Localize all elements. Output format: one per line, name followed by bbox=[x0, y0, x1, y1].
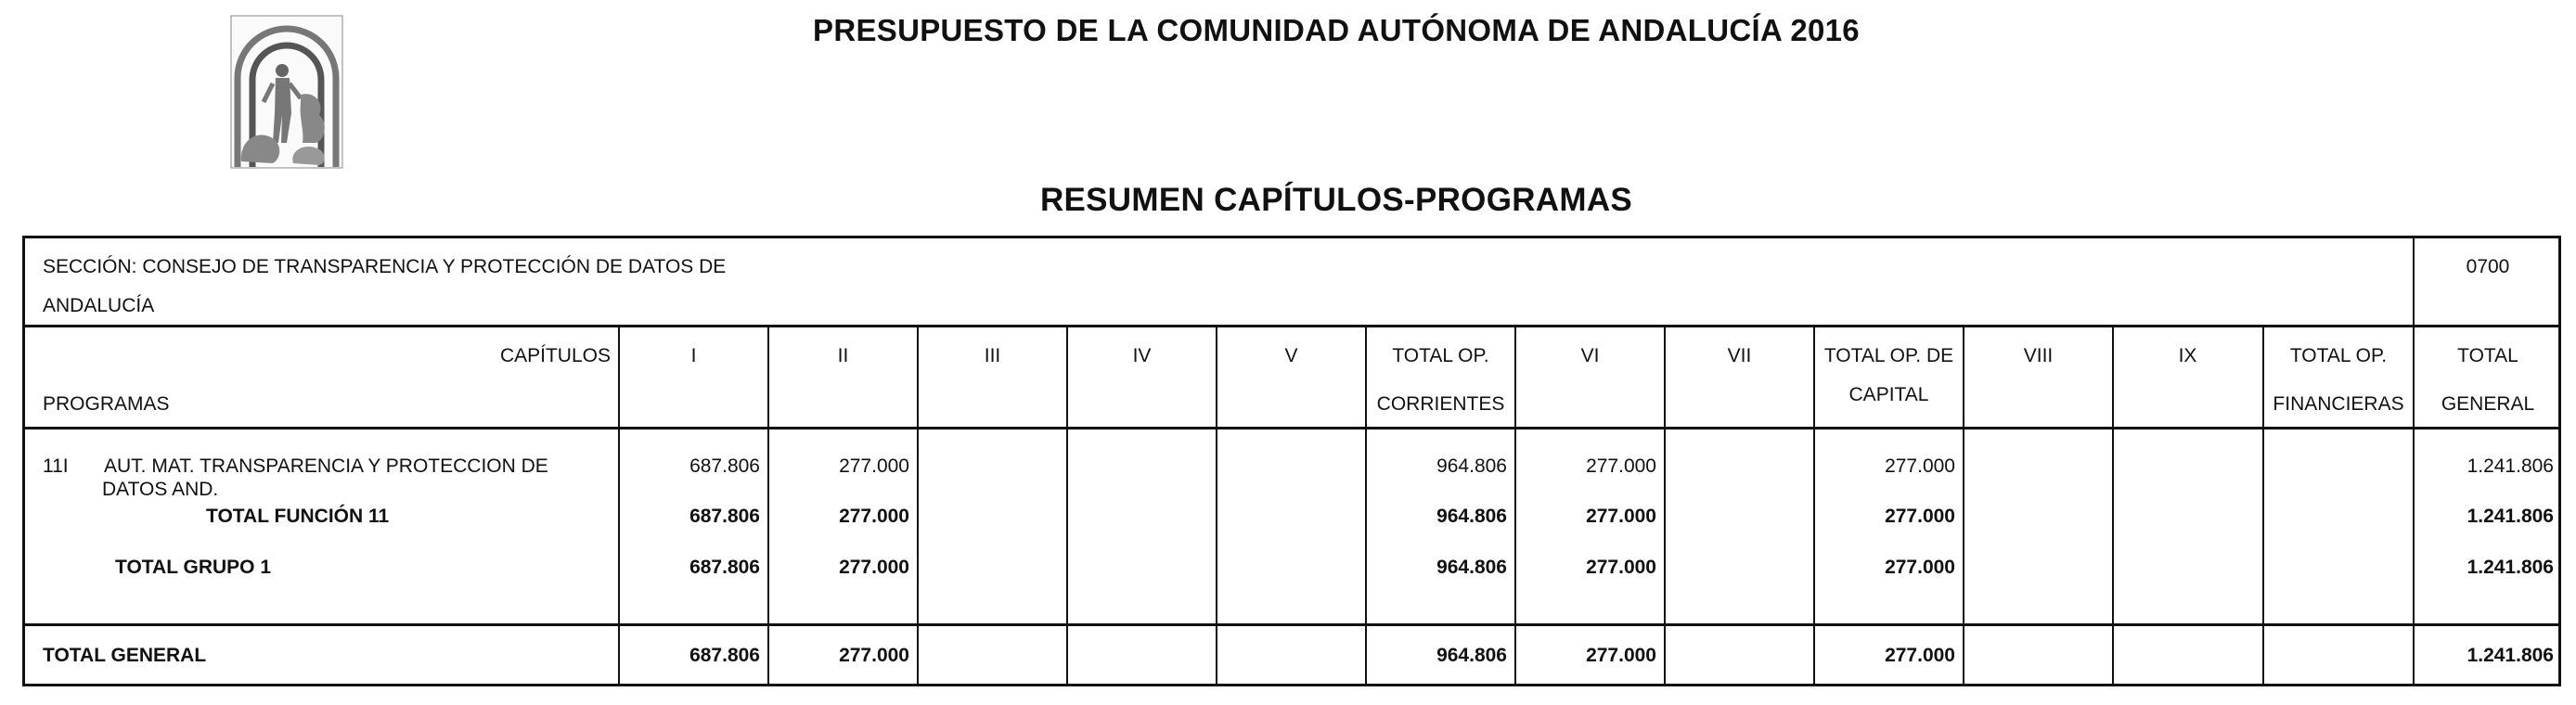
column-header-total-general-line2: GENERAL bbox=[2441, 393, 2535, 415]
column-header-total-op-financieras: TOTAL OP. bbox=[2289, 345, 2388, 366]
column-header-viii: VIII bbox=[2023, 345, 2054, 366]
column-header-total-op-corrientes-line2: CORRIENTES bbox=[1376, 393, 1505, 415]
total-funcion-value-total-general: 1.241.806 bbox=[2467, 506, 2554, 527]
andalucia-coat-of-arms-logo bbox=[228, 13, 345, 171]
total-grupo-value-vi: 277.000 bbox=[1586, 557, 1656, 578]
total-funcion-value-total-op-capital: 277.000 bbox=[1885, 506, 1955, 527]
report-subtitle: RESUMEN CAPÍTULOS-PROGRAMAS bbox=[1039, 182, 1633, 218]
column-header-iii: III bbox=[984, 345, 1001, 366]
total-general-value-vi: 277.000 bbox=[1586, 645, 1656, 666]
total-general-value-total-op-corrientes: 964.806 bbox=[1436, 645, 1507, 666]
program-name-line1: AUT. MAT. TRANSPARENCIA Y PROTECCION DE bbox=[104, 455, 548, 477]
column-divider bbox=[1664, 325, 1666, 686]
column-header-vii: VII bbox=[1727, 345, 1752, 366]
section-label-line1: SECCIÓN: CONSEJO DE TRANSPARENCIA Y PROTECCIÓN DE DATOS DE bbox=[43, 256, 727, 277]
total-grupo-value-total-op-corrientes: 964.806 bbox=[1436, 557, 1507, 578]
total-funcion-value-i: 687.806 bbox=[689, 506, 760, 527]
total-funcion-value-total-op-corrientes: 964.806 bbox=[1436, 506, 1507, 527]
column-header-total-general: TOTAL bbox=[2457, 345, 2518, 366]
program-name-line2: DATOS AND. bbox=[102, 479, 219, 500]
total-funcion-label: TOTAL FUNCIÓN 11 bbox=[206, 506, 390, 527]
total-divider bbox=[22, 623, 2561, 626]
total-grupo-value-i: 687.806 bbox=[689, 557, 760, 578]
program-value-ii: 277.000 bbox=[839, 455, 909, 477]
total-grupo-label: TOTAL GRUPO 1 bbox=[115, 557, 272, 578]
program-value-total-general: 1.241.806 bbox=[2467, 455, 2554, 477]
column-header-total-op-capital: TOTAL OP. DE bbox=[1823, 345, 1954, 366]
program-value-total-op-corrientes: 964.806 bbox=[1436, 455, 1507, 477]
section-code: 0700 bbox=[2466, 256, 2510, 277]
total-grupo-value-total-op-capital: 277.000 bbox=[1885, 557, 1955, 578]
column-divider bbox=[2112, 325, 2114, 686]
column-header-total-op-capital-line2: CAPITAL bbox=[1848, 384, 1929, 405]
column-divider bbox=[1963, 325, 1964, 686]
total-grupo-value-ii: 277.000 bbox=[839, 557, 909, 578]
column-divider bbox=[917, 325, 919, 686]
programas-label: PROGRAMAS bbox=[43, 393, 170, 415]
total-grupo-value-total-general: 1.241.806 bbox=[2467, 557, 2554, 578]
column-header-iv: IV bbox=[1132, 345, 1152, 366]
column-header-total-op-corrientes: TOTAL OP. bbox=[1392, 345, 1489, 366]
total-general-value-total-op-capital: 277.000 bbox=[1885, 645, 1955, 666]
column-header-v: V bbox=[1284, 345, 1298, 366]
total-funcion-value-ii: 277.000 bbox=[839, 506, 909, 527]
program-code: 11I bbox=[43, 455, 69, 477]
program-value-total-op-capital: 277.000 bbox=[1885, 455, 1955, 477]
total-general-value-i: 687.806 bbox=[689, 645, 760, 666]
column-header-i: I bbox=[690, 345, 697, 366]
header-divider bbox=[22, 427, 2561, 429]
total-general-value-total-general: 1.241.806 bbox=[2467, 645, 2554, 666]
total-funcion-value-vi: 277.000 bbox=[1586, 506, 1656, 527]
column-divider bbox=[1066, 325, 1068, 686]
total-general-value-ii: 277.000 bbox=[839, 645, 909, 666]
page-title: PRESUPUESTO DE LA COMUNIDAD AUTÓNOMA DE ANDALUCÍA 2016 bbox=[813, 13, 1860, 47]
column-divider bbox=[1216, 325, 1217, 686]
capitulos-label: CAPÍTULOS bbox=[499, 345, 611, 366]
program-value-i: 687.806 bbox=[689, 455, 760, 477]
column-header-total-op-financieras-line2: FINANCIERAS bbox=[2273, 393, 2404, 415]
program-value-vi: 277.000 bbox=[1586, 455, 1656, 477]
column-header-vi: VI bbox=[1580, 345, 1600, 366]
column-divider bbox=[2262, 325, 2264, 686]
section-label-line2: ANDALUCÍA bbox=[43, 295, 155, 316]
column-header-ix: IX bbox=[2178, 345, 2197, 366]
section-divider bbox=[22, 325, 2561, 327]
total-general-label: TOTAL GENERAL bbox=[43, 645, 207, 666]
column-header-ii: II bbox=[837, 345, 849, 366]
